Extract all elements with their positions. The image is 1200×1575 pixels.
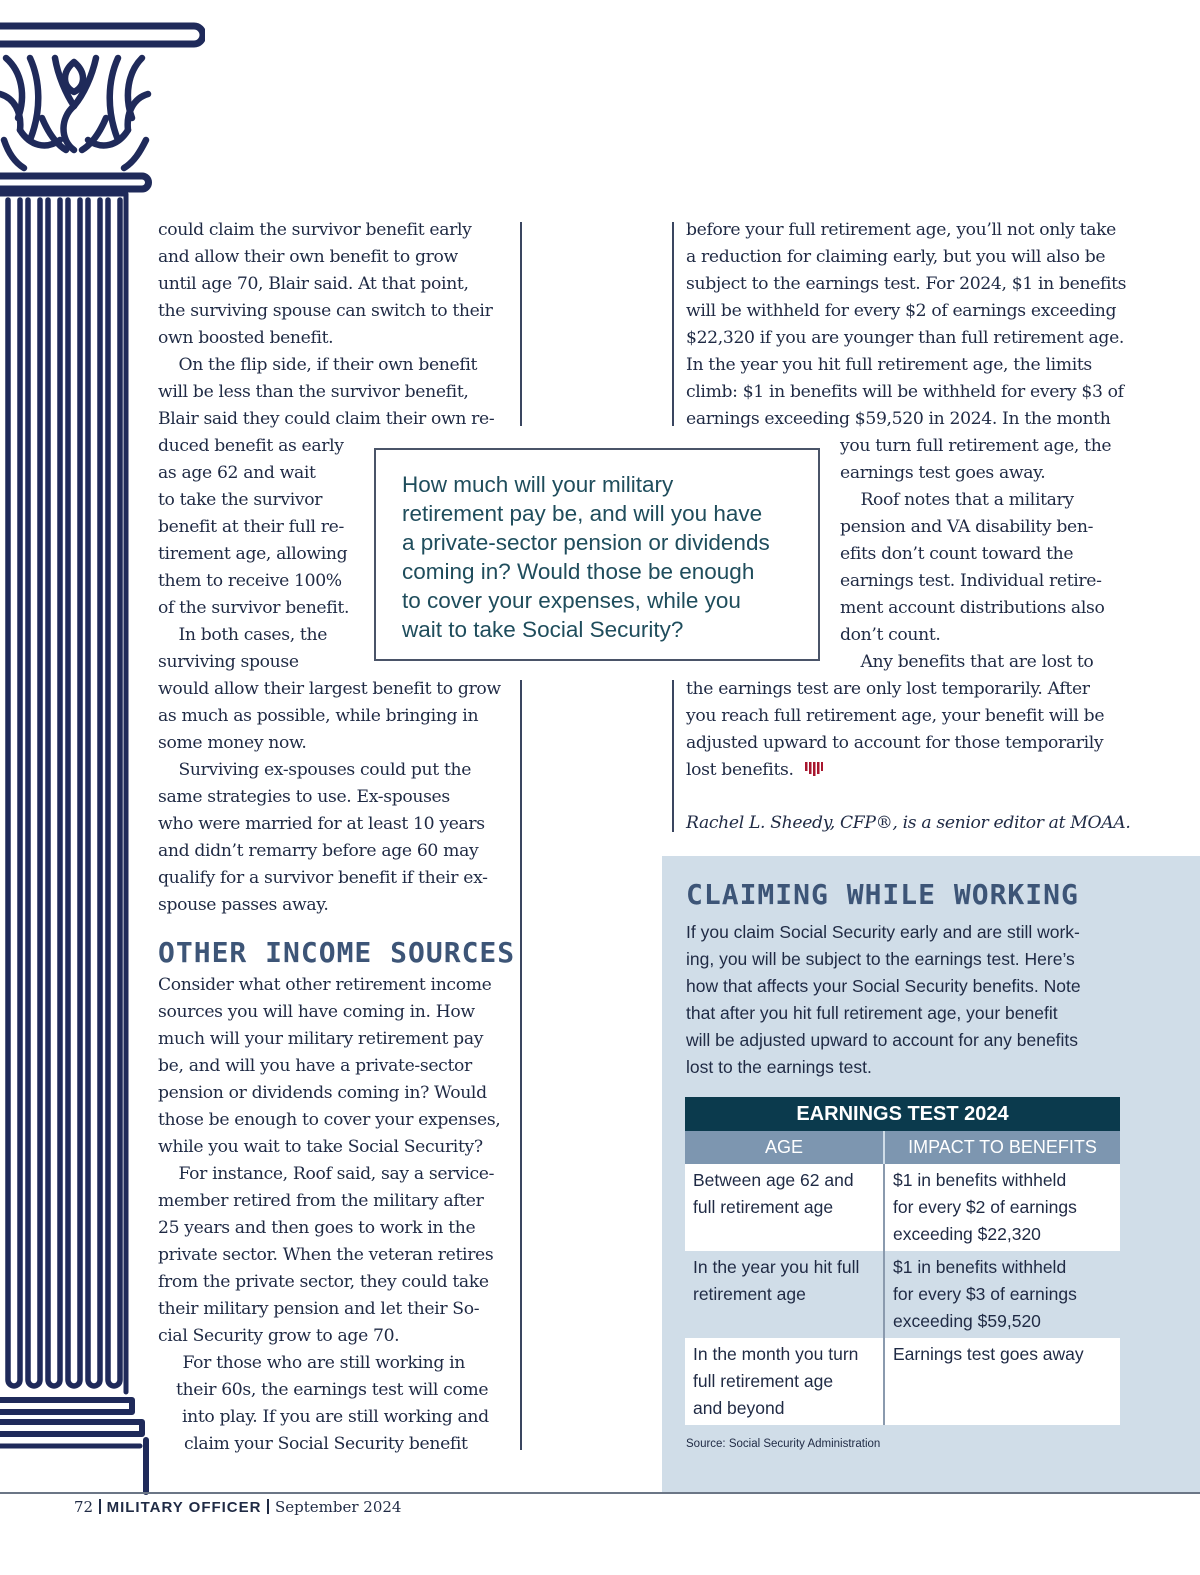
text-line: those be enough to cover your expenses, bbox=[158, 1110, 501, 1130]
sidebar-line: If you claim Social Security early and are still work- bbox=[686, 922, 1080, 942]
cell-line: retirement age bbox=[693, 1284, 806, 1304]
text-line: $22,320 if you are younger than full retirement age. bbox=[686, 328, 1125, 348]
pull-quote-line: wait to take Social Security? bbox=[402, 617, 684, 642]
text-line: you turn full retirement age, the bbox=[840, 436, 1112, 456]
section-heading-other-income: OTHER INCOME SOURCES bbox=[158, 936, 516, 969]
cell-line: for every $3 of earnings bbox=[893, 1284, 1077, 1304]
column-rule bbox=[672, 680, 674, 832]
cell-line: exceeding $59,520 bbox=[893, 1311, 1041, 1331]
text-line: pension and VA disability ben- bbox=[840, 517, 1094, 537]
sidebar-claiming-while-working bbox=[662, 856, 1200, 1492]
earnings-test-table bbox=[685, 1097, 1120, 1425]
text-line: earnings test goes away. bbox=[840, 463, 1046, 483]
cell-line: full retirement age bbox=[693, 1197, 834, 1217]
text-line: from the private sector, they could take bbox=[158, 1272, 489, 1292]
column-rule bbox=[520, 222, 522, 426]
footer-separator bbox=[99, 1499, 101, 1514]
table-cell-age bbox=[685, 1251, 884, 1338]
cell-line: full retirement age bbox=[693, 1371, 834, 1391]
text-line: earnings test. Individual retire- bbox=[840, 571, 1102, 591]
text-line: surviving spouse bbox=[158, 652, 299, 672]
pull-quote-text bbox=[402, 470, 770, 644]
text-line: In both cases, the bbox=[158, 625, 328, 645]
text-line: would allow their largest benefit to grow bbox=[158, 679, 501, 699]
right-column-narrow bbox=[840, 433, 1111, 676]
text-line: some money now. bbox=[158, 733, 307, 753]
table-row bbox=[685, 1251, 1120, 1338]
sidebar-line: how that affects your Social Security benefits. Note bbox=[686, 976, 1081, 996]
table-cell-age bbox=[685, 1338, 884, 1425]
footer-separator bbox=[267, 1499, 269, 1514]
sidebar-body bbox=[686, 919, 1081, 1081]
text-line: Blair said they could claim their own re- bbox=[158, 409, 495, 429]
text-line: own boosted benefit. bbox=[158, 328, 334, 348]
left-column-bottom bbox=[158, 676, 501, 919]
end-mark-icon bbox=[805, 761, 823, 777]
text-line: duced benefit as early bbox=[158, 436, 344, 456]
cell-line: for every $2 of earnings bbox=[893, 1197, 1077, 1217]
text-line: Surviving ex-spouses could put the bbox=[158, 760, 472, 780]
cell-line: and beyond bbox=[693, 1398, 785, 1418]
footer-rule bbox=[0, 1492, 1200, 1494]
text-line: Roof notes that a military bbox=[840, 490, 1074, 510]
left-column-section bbox=[158, 972, 500, 1350]
text-line: could claim the survivor benefit early bbox=[158, 220, 472, 240]
table-header-age: AGE bbox=[685, 1131, 884, 1164]
text-line-end: lost benefits. bbox=[686, 760, 794, 780]
text-line: Any benefits that are lost to bbox=[840, 652, 1094, 672]
text-line: will be withheld for every $2 of earnings exceeding bbox=[686, 301, 1117, 321]
text-line: In the year you hit full retirement age, the limits bbox=[686, 355, 1092, 375]
text-line: ment account distributions also bbox=[840, 598, 1105, 618]
text-line: be, and will you have a private-sector bbox=[158, 1056, 472, 1076]
text-line: Consider what other retirement income bbox=[158, 975, 492, 995]
cell-line: In the month you turn bbox=[693, 1344, 859, 1364]
table-cell-impact bbox=[884, 1338, 1120, 1425]
text-line: their military pension and let their So- bbox=[158, 1299, 480, 1319]
issue-date: September 2024 bbox=[274, 1498, 402, 1516]
pull-quote-line: retirement pay be, and will you have bbox=[402, 501, 763, 526]
cell-line: $1 in benefits withheld bbox=[893, 1170, 1067, 1190]
text-line: earnings exceeding $59,520 in 2024. In the month bbox=[686, 409, 1111, 429]
table-cell-impact bbox=[884, 1251, 1120, 1338]
column-rule bbox=[672, 222, 674, 426]
text-line: tirement age, allowing bbox=[158, 544, 348, 564]
cell-line: Between age 62 and bbox=[693, 1170, 854, 1190]
text-line: to take the survivor bbox=[158, 490, 323, 510]
text-line: into play. If you are still working and bbox=[182, 1407, 489, 1427]
text-line: claim your Social Security benefit bbox=[184, 1434, 468, 1454]
text-line: don’t count. bbox=[840, 625, 941, 645]
text-line: same strategies to use. Ex-spouses bbox=[158, 787, 450, 807]
text-line: will be less than the survivor benefit, bbox=[158, 382, 469, 402]
text-line: member retired from the military after bbox=[158, 1191, 484, 1211]
text-line: until age 70, Blair said. At that point, bbox=[158, 274, 469, 294]
sidebar-line: ing, you will be subject to the earnings test. Here’s bbox=[686, 949, 1075, 969]
text-line: climb: $1 in benefits will be withheld for every $3 of bbox=[686, 382, 1124, 402]
text-line: On the flip side, if their own benefit bbox=[158, 355, 478, 375]
cell-line: Earnings test goes away bbox=[893, 1344, 1084, 1364]
text-line: efits don’t count toward the bbox=[840, 544, 1074, 564]
table-row bbox=[685, 1338, 1120, 1425]
left-column-end bbox=[162, 1350, 489, 1458]
pull-quote-line: coming in? Would those be enough bbox=[402, 559, 755, 584]
text-line: who were married for at least 10 years bbox=[158, 814, 485, 834]
right-column-bottom bbox=[686, 676, 1104, 784]
magazine-name: MILITARY OFFICER bbox=[106, 1499, 262, 1516]
text-line: benefit at their full re- bbox=[158, 517, 344, 537]
text-line: cial Security grow to age 70. bbox=[158, 1326, 400, 1346]
text-line: pension or dividends coming in? Would bbox=[158, 1083, 487, 1103]
table-row bbox=[685, 1164, 1120, 1251]
sidebar-heading: CLAIMING WHILE WORKING bbox=[686, 878, 1079, 911]
sidebar-line: lost to the earnings test. bbox=[686, 1057, 872, 1077]
text-line: adjusted upward to account for those temporarily bbox=[686, 733, 1104, 753]
table-header-impact: IMPACT TO BENEFITS bbox=[884, 1131, 1120, 1164]
text-line: while you wait to take Social Security? bbox=[158, 1137, 483, 1157]
pull-quote-line: to cover your expenses, while you bbox=[402, 588, 741, 613]
page-number: 72 bbox=[74, 1498, 94, 1516]
text-line: before your full retirement age, you’ll not only take bbox=[686, 220, 1116, 240]
text-line: and didn’t remarry before age 60 may bbox=[158, 841, 479, 861]
sidebar-line: will be adjusted upward to account for any benefits bbox=[686, 1030, 1079, 1050]
left-column-narrow bbox=[158, 433, 349, 676]
table-source: Source: Social Security Administration bbox=[686, 1438, 881, 1450]
text-line: much will your military retirement pay bbox=[158, 1029, 484, 1049]
text-line: spouse passes away. bbox=[158, 895, 329, 915]
byline: Rachel L. Sheedy, CFP®, is a senior editor at MOAA. bbox=[686, 813, 1131, 833]
page-footer bbox=[74, 1498, 401, 1517]
text-line: the earnings test are only lost temporarily. After bbox=[686, 679, 1090, 699]
text-line: sources you will have coming in. How bbox=[158, 1002, 475, 1022]
right-column-top bbox=[686, 217, 1126, 433]
pull-quote-box bbox=[374, 448, 820, 661]
text-line: For instance, Roof said, say a service- bbox=[158, 1164, 495, 1184]
pull-quote-line: How much will your military bbox=[402, 472, 674, 497]
left-column-top bbox=[158, 217, 494, 433]
text-line: you reach full retirement age, your benefit will be bbox=[686, 706, 1105, 726]
text-line: their 60s, the earnings test will come bbox=[176, 1380, 489, 1400]
text-line: private sector. When the veteran retires bbox=[158, 1245, 494, 1265]
table-cell-age bbox=[685, 1164, 884, 1251]
text-line: a reduction for claiming early, but you will also be bbox=[686, 247, 1106, 267]
text-line: the surviving spouse can switch to their bbox=[158, 301, 493, 321]
text-line: as age 62 and wait bbox=[158, 463, 316, 483]
text-line: subject to the earnings test. For 2024, $1 in benefits bbox=[686, 274, 1127, 294]
text-line: For those who are still working in bbox=[162, 1353, 466, 1373]
pull-quote-line: a private-sector pension or dividends bbox=[402, 530, 770, 555]
text-line: 25 years and then goes to work in the bbox=[158, 1218, 476, 1238]
text-line: and allow their own benefit to grow bbox=[158, 247, 458, 267]
sidebar-line: that after you hit full retirement age, your benefit bbox=[686, 1003, 1058, 1023]
cell-line: exceeding $22,320 bbox=[893, 1224, 1041, 1244]
table-title: EARNINGS TEST 2024 bbox=[685, 1097, 1120, 1131]
cell-line: $1 in benefits withheld bbox=[893, 1257, 1067, 1277]
cell-line: In the year you hit full bbox=[693, 1257, 860, 1277]
table-cell-impact bbox=[884, 1164, 1120, 1251]
text-line: them to receive 100% bbox=[158, 571, 342, 591]
column-rule bbox=[520, 680, 522, 1450]
text-line: as much as possible, while bringing in bbox=[158, 706, 479, 726]
text-line: qualify for a survivor benefit if their ex- bbox=[158, 868, 488, 888]
text-line: of the survivor benefit. bbox=[158, 598, 350, 618]
text-line bbox=[686, 757, 1104, 784]
